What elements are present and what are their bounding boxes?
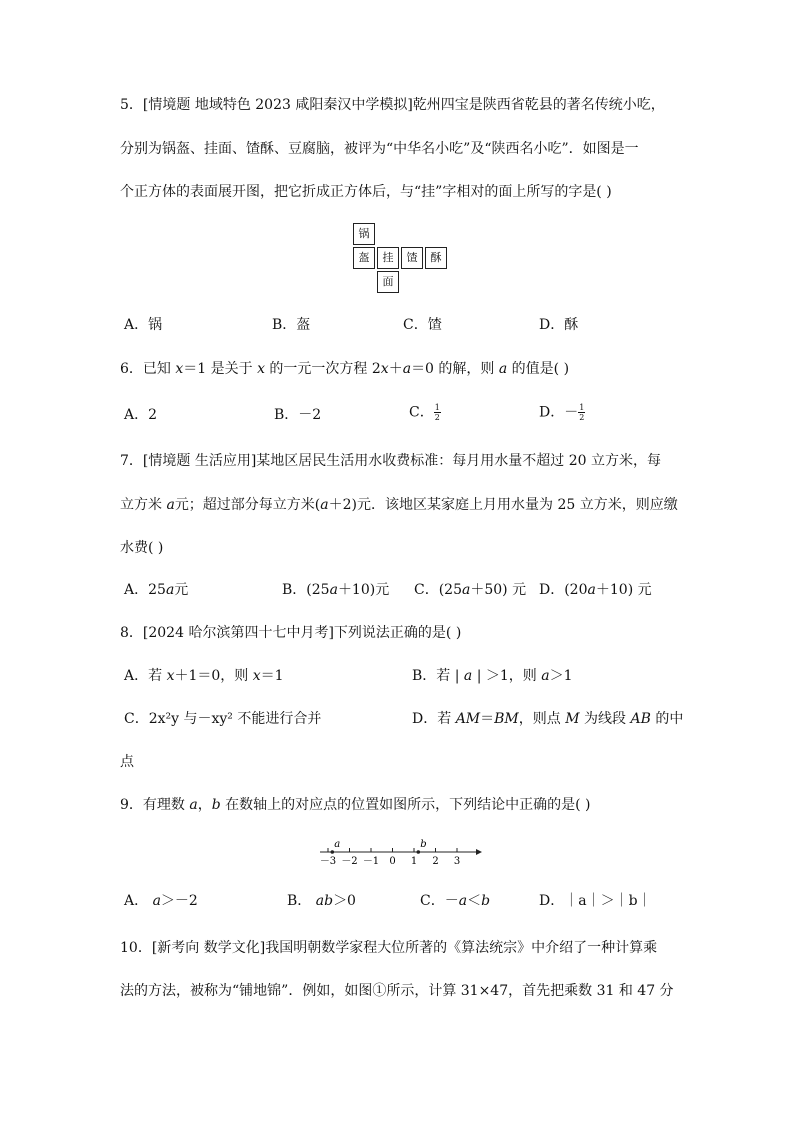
point-b-marker [417, 850, 421, 854]
axis-tick-label: 0 [389, 856, 396, 867]
q9-option-d: D．｜a｜＞｜b｜ [539, 893, 652, 909]
axis-tick-label: －2 [341, 856, 358, 867]
net-cell-bottom: 面 [377, 271, 399, 293]
point-a-label: a [334, 839, 341, 850]
q5-line1: 5．[情境题 地域特色 2023 咸阳秦汉中学模拟]乾州四宝是陕西省乾县的著名传统小吃， [120, 97, 665, 113]
net-cell-row-1: 盔 [353, 247, 375, 269]
point-a-marker [331, 850, 335, 854]
q9-option-c: C．－a＜b [420, 893, 491, 909]
q5-option-c: C．馇 [403, 317, 442, 333]
q7-line1: 7．[情境题 生活应用]某地区居民生活用水收费标准：每月用水量不超过 20 立方米，每 [120, 453, 661, 469]
q9-stem: 9．有理数 a，b 在数轴上的对应点的位置如图所示，下列结论中正确的是( ) [120, 797, 591, 813]
axis-tick-label: －1 [362, 856, 380, 867]
q6-option-b: B．－2 [274, 407, 322, 423]
q8-option-d-continuation: 点 [120, 754, 134, 770]
q5-option-a: A．锅 [124, 317, 163, 333]
net-cell-row-3: 馇 [401, 247, 423, 269]
q5-option-b: B．盔 [272, 317, 311, 333]
q8-option-b: B．若 | a | ＞1，则 a＞1 [412, 668, 573, 684]
axis-tick-label: －3 [319, 856, 337, 867]
axis-arrow [476, 849, 482, 855]
q7-option-b: B．(25a＋10)元 [282, 582, 390, 598]
cube-net-figure [353, 223, 447, 293]
q7-option-a: A．25a元 [124, 582, 189, 598]
q5-line2: 分别为锅盔、挂面、馇酥、豆腐脑，被评为“中华名小吃”及“陕西名小吃”．如图是一 [120, 141, 639, 157]
q7-option-d: D．(20a＋10) 元 [539, 582, 652, 598]
q6-stem: 6．已知 x＝1 是关于 x 的一元一次方程 2x＋a＝0 的解，则 a 的值是( ) [120, 361, 570, 377]
point-b-label: b [420, 839, 427, 850]
q10-line2: 法的方法，被称为“铺地锦”．例如，如图①所示，计算 31×47，首先把乘数 31 和 47 分 [120, 983, 674, 999]
fraction: $\frac{1}{2}$ [434, 403, 440, 422]
q6-option-d: D．－ $\frac{1}{2}$ [539, 403, 585, 422]
q7-line2: 立方米 a元；超过部分每立方米(a＋2)元．该地区某家庭上月用水量为 25 立方米，则应缴 [120, 497, 678, 513]
q6-option-a: A．2 [124, 407, 158, 423]
q9-option-b: B． ab＞0 [287, 893, 356, 909]
q8-option-a: A．若 x＋1＝0，则 x＝1 [124, 668, 284, 684]
net-cell-row-4: 酥 [425, 247, 447, 269]
q5-line3: 个正方体的表面展开图，把它折成正方体后，与“挂”字相对的面上所写的字是( ) [120, 184, 612, 200]
q8-option-c: C．2x²y 与－xy² 不能进行合并 [124, 711, 322, 727]
fraction: $\frac{1}{2}$ [579, 403, 585, 422]
axis-tick-label: 1 [410, 856, 418, 867]
q7-option-c: C．(25a＋50) 元 [414, 582, 527, 598]
q9-option-a: A． a＞－2 [124, 893, 198, 909]
axis-tick-label: 3 [453, 856, 461, 867]
number-line-figure [316, 835, 486, 871]
q7-line3: 水费( ) [120, 540, 164, 556]
q8-option-d: D．若 AM＝BM，则点 M 为线段 AB 的中 [412, 711, 684, 727]
q8-stem: 8．[2024 哈尔滨第四十七中月考]下列说法正确的是( ) [120, 625, 462, 641]
q6-option-c: C． $\frac{1}{2}$ [409, 403, 440, 422]
net-cell-row-2: 挂 [377, 247, 399, 269]
net-cell-top: 锅 [353, 223, 375, 245]
axis-tick-label: 2 [432, 856, 439, 867]
q10-line1: 10．[新考向 数学文化]我国明朝数学家程大位所著的《算法统宗》中介绍了一种计算乘 [120, 940, 658, 956]
q5-option-d: D．酥 [539, 317, 579, 333]
